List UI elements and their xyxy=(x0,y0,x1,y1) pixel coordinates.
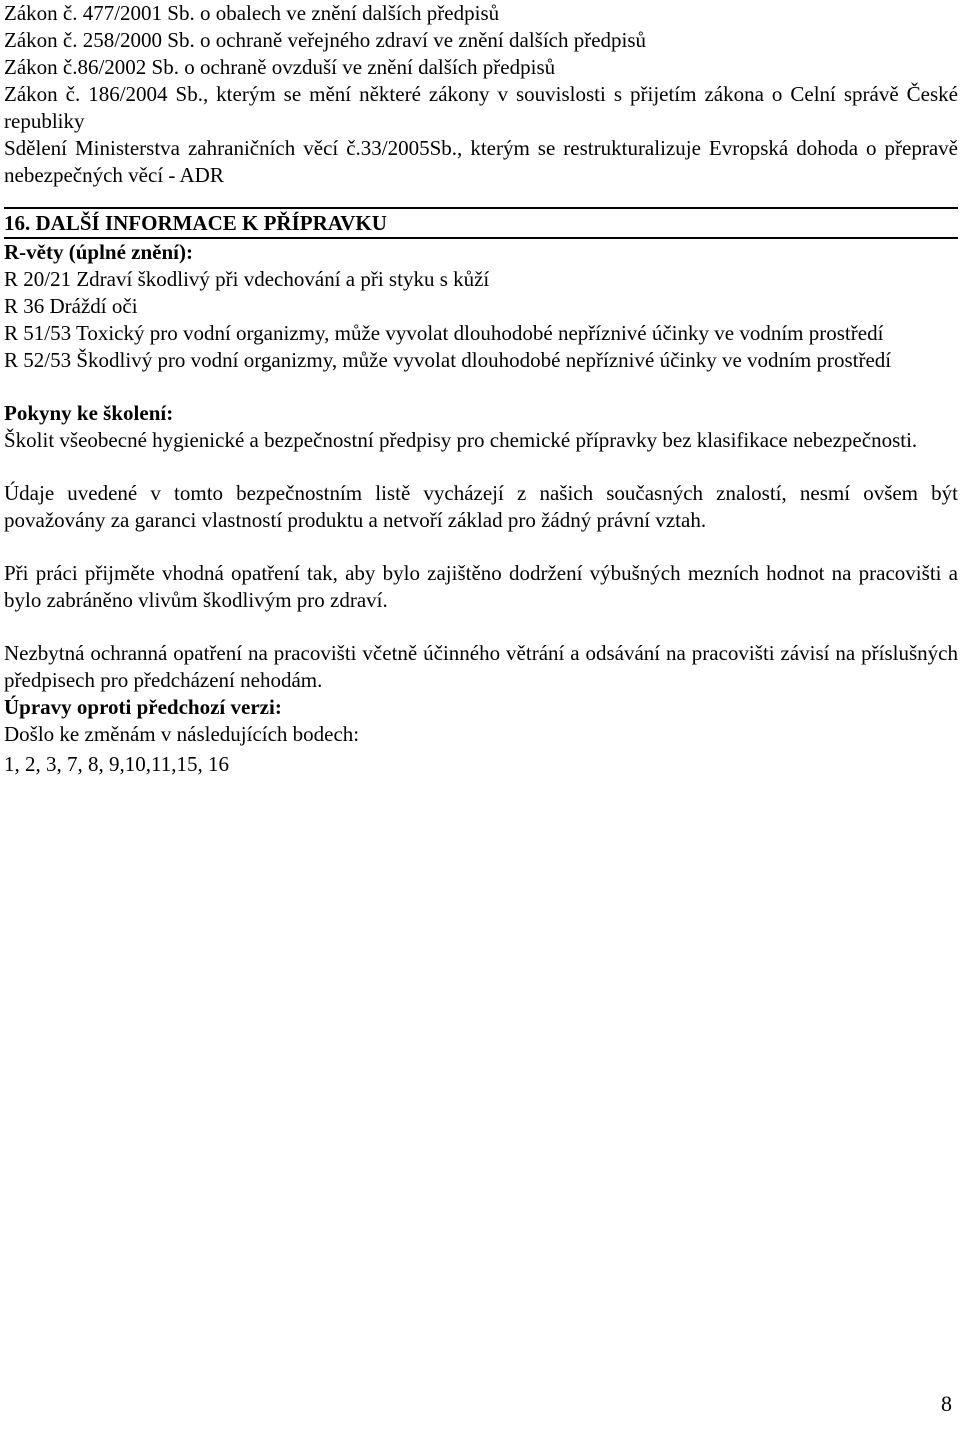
protective-measures-paragraph: Nezbytná ochranná opatření na pracovišti včetně účinného větrání a odsávání na pracovišti závisí na příslušných předpisech pro předcházení nehodám. xyxy=(4,641,958,692)
legislation-item: Zákon č. 186/2004 Sb., kterým se mění některé zákony v souvislosti s přijetím zákona o Celní správě České republiky xyxy=(4,82,958,133)
r-phrases-list xyxy=(4,266,958,374)
revision-heading: Úpravy oproti předchozí verzi: xyxy=(4,695,282,719)
page-number: 8 xyxy=(941,1391,952,1416)
section-rule-top xyxy=(4,207,958,209)
training-heading: Pokyny ke školení: xyxy=(4,401,174,425)
r-phrase: R 36 Dráždí oči xyxy=(4,294,138,318)
section-title: 16. DALŠÍ INFORMACE K PŘÍPRAVKU xyxy=(4,211,387,235)
workplace-measures-paragraph: Při práci přijměte vhodná opatření tak, aby bylo zajištěno dodržení výbušných mezních hodnot na pracovišti a bylo zabráněno vlivům škodlivým pro zdraví. xyxy=(4,561,958,612)
disclaimer-paragraph: Údaje uvedené v tomto bezpečnostním listě vycházejí z našich současných znalostí, nesmí ovšem být považovány za garanci vlastností produktu a netvoří základ pro žádný právní vztah. xyxy=(4,481,958,532)
revision-text: Došlo ke změnám v následujících bodech: xyxy=(4,722,360,746)
legislation-item: Sdělení Ministerstva zahraničních věcí č.33/2005Sb., kterým se restrukturalizuje Evropská dohoda o přepravě nebezpečných věcí - ADR xyxy=(4,136,958,187)
r-phrase: R 20/21 Zdraví škodlivý při vdechování a při styku s kůží xyxy=(4,267,490,291)
legislation-item: Zákon č. 477/2001 Sb. o obalech ve znění dalších předpisů xyxy=(4,1,500,25)
legislation-item: Zákon č.86/2002 Sb. o ochraně ovzduší ve znění dalších předpisů xyxy=(4,55,556,79)
r-phrase: R 52/53 Škodlivý pro vodní organizmy, může vyvolat dlouhodobé nepříznivé účinky ve vodním prostředí xyxy=(4,348,892,372)
revision-points: 1, 2, 3, 7, 8, 9,10,11,15, 16 xyxy=(4,752,229,776)
legislation-list xyxy=(4,0,958,189)
training-text: Školit všeobecné hygienické a bezpečnostní předpisy pro chemické přípravky bez klasifikace nebezpečnosti. xyxy=(4,428,918,452)
section-16 xyxy=(4,207,958,778)
r-phrase: R 51/53 Toxický pro vodní organizmy, může vyvolat dlouhodobé nepříznivé účinky ve vodním prostředí xyxy=(4,321,884,345)
document-page xyxy=(4,0,958,778)
r-phrases-heading: R-věty (úplné znění): xyxy=(4,240,193,264)
legislation-item: Zákon č. 258/2000 Sb. o ochraně veřejného zdraví ve znění dalších předpisů xyxy=(4,28,647,52)
